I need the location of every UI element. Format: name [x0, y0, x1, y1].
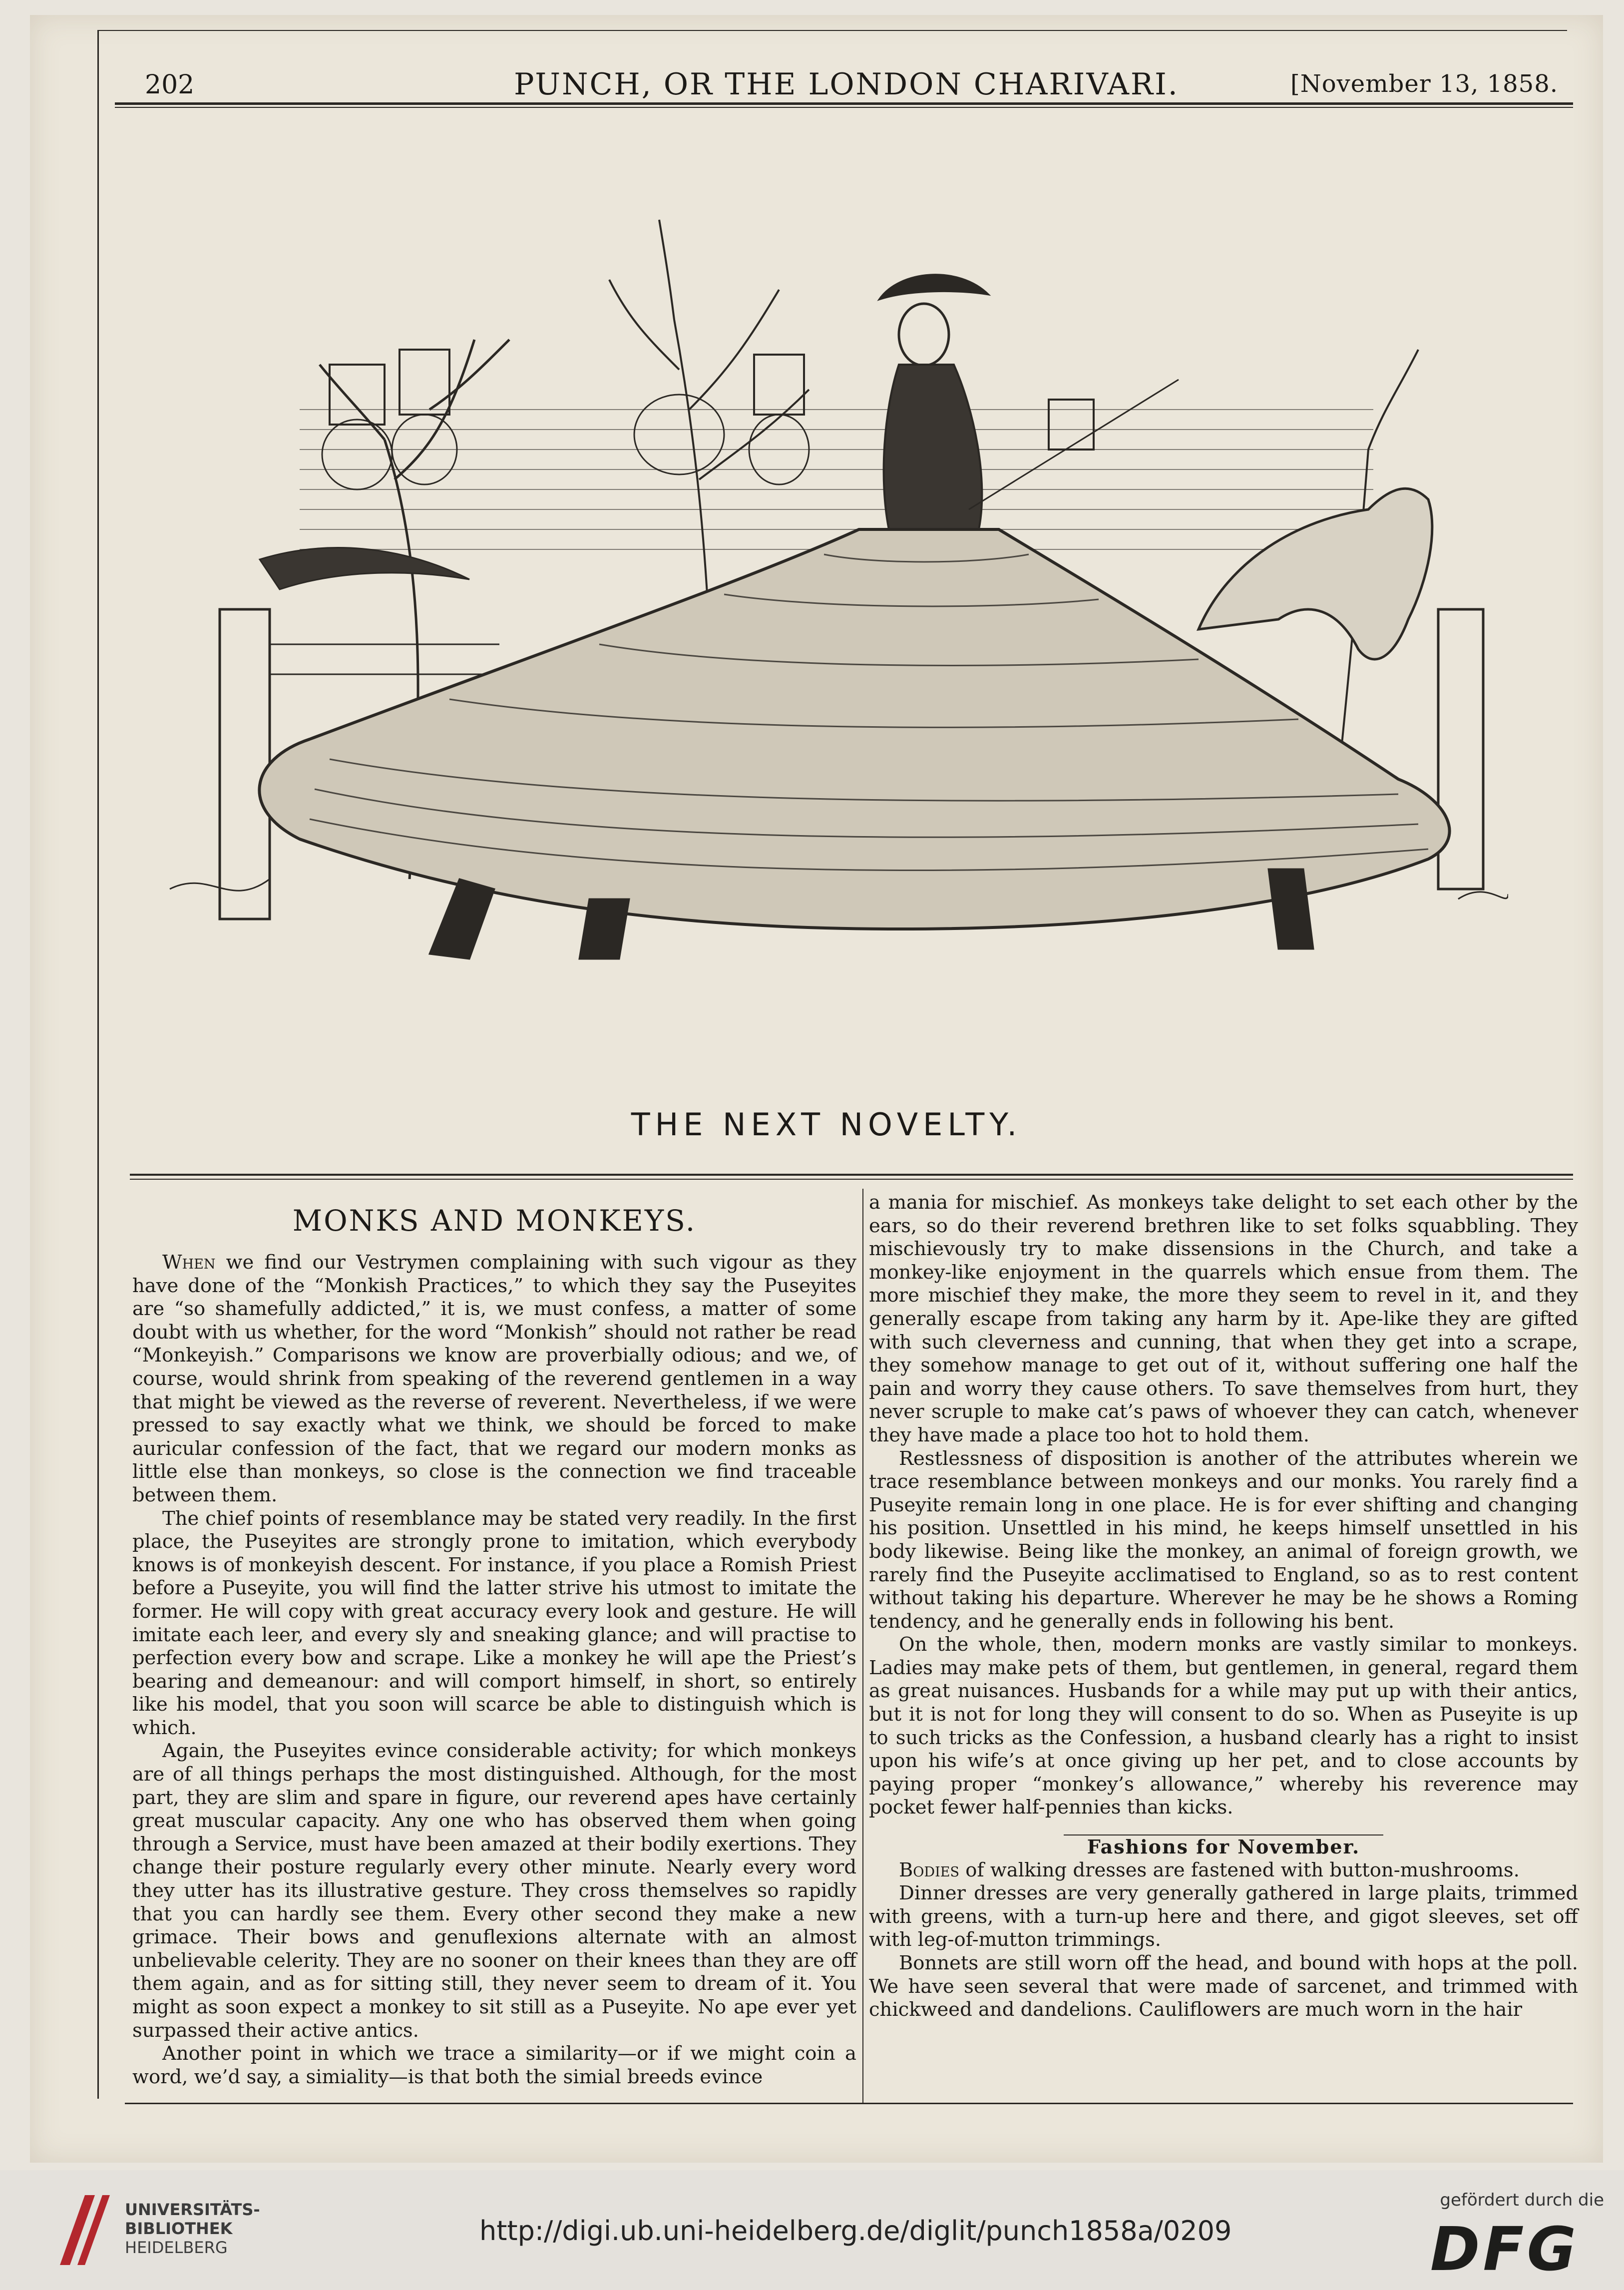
paragraph: [869, 1859, 1578, 1882]
paragraph-text: we find our Vestrymen complaining with such vigour as they have done of the “Monkish Practices,” to which they say the Puseyites are “so shamefully addicted,” it is, we must confess, a matter of some doubt with us whether, for the word “Monkish” should not rather be read “Monkeyish.” Comparisons we know are proverbially odious; and we, of course, would shrink from speaking of the reverend gentlemen in a way that might be viewed as the reverse of reverent. Nevertheless, if we were pressed to say exactly what we think, we should be forced to make auricular confession of the fact, that we regard our modern monks as little else than monkeys, so close is the connection we find traceable between them.: [132, 1251, 856, 1506]
column-divider: [862, 1189, 863, 2103]
paragraph: [132, 1507, 856, 1740]
column-left: [132, 1251, 856, 2089]
header-rule-thin: [115, 107, 1573, 108]
library-line: BIBLIOTHEK: [125, 2219, 233, 2238]
library-logo-icon: [55, 2190, 115, 2270]
caption-rule-thin: [130, 1179, 1573, 1180]
paragraph-text: Again, the Puseyites evince considerable activity; for which monkeys are of all things perhaps the most distinguished. Although, for the most part, they are slim and spare in figure, our reverend apes have certainly great muscular capacity. Any one who has observed them when going through a Service, must have been amazed at their bodily exertions. They change their posture regularly every other minute. Nearly every word they utter has its illustrative gesture. They cross themselves so rapidly that you can hardly see them. Every other second they make a new grimace. Their bows and genuflexions alternate with an almost unbelievable celerity. They are no sooner on their knees than they are off them again, and as for sitting still, they never seem to dream of it. You might as soon expect a monkey to sit still as a Puseyite. No ape ever yet surpassed their active antics.: [132, 1740, 856, 2042]
publication-title: PUNCH, OR THE LONDON CHARIVARI.: [514, 67, 1179, 102]
paragraph: [869, 1633, 1578, 1820]
page-number: 202: [145, 70, 195, 100]
library-line: HEIDELBERG: [125, 2238, 228, 2257]
article-heading-fashions: Fashions for November.: [1087, 1835, 1360, 1858]
bottom-rule: [125, 2103, 1573, 2104]
paragraph-text: On the whole, then, modern monks are vastly similar to monkeys. Ladies may make pets of them, but gentlemen, in general, regard them as great nuisances. Husbands for a while may put up with their antics, but it is not for long they will consent to do so. When as Puseyite is up to such tricks as the Confession, a husband clearly has a right to insist upon his wife’s at once giving up her pet, and to close accounts by paying proper “monkey’s allowance,” whereby his reverence may pocket fewer half-pennies than kicks.: [869, 1633, 1578, 1819]
library-name: [125, 2200, 260, 2257]
column-right: [869, 1191, 1578, 2022]
caption-rule: [130, 1174, 1573, 1176]
paragraph-text: Another point in which we trace a similarity—or if we might coin a word, we’d say, a simiality—is that both the simial breeds evince: [132, 2042, 856, 2088]
article-heading-monks: MONKS AND MONKEYS.: [292, 1204, 697, 1238]
header-rule: [115, 102, 1573, 105]
drop-lead: When: [162, 1251, 216, 1274]
paragraph: [869, 1191, 1578, 1447]
paragraph-text: Restlessness of disposition is another of the attributes wherein we trace resemblance between monkeys and our monks. You rarely find a Puseyite remain long in one place. He is for ever shifting and changing his position. Unsettled in his mind, he keeps himself unsettled in his body likewise. Being like the monkey, an animal of foreign growth, we rarely find the Puseyite acclimatised to England, so as to rest content without taking his departure. Wherever he may be he shows a Roming tendency, and he generally ends in following his bent.: [869, 1447, 1578, 1633]
paragraph-text: Dinner dresses are very generally gathered in large plaits, trimmed with greens, with a turn-up here and there, and gigot sleeves, set off with leg-of-mutton trimmings.: [869, 1882, 1578, 1951]
funded-by-label: gefördert durch die: [1440, 2190, 1604, 2210]
paragraph: [869, 1952, 1578, 2022]
illustration-caption: THE NEXT NOVELTY.: [631, 1106, 1022, 1143]
dfg-logo: DFG: [1430, 2215, 1579, 2285]
issue-date: [November 13, 1858.: [1290, 70, 1558, 98]
paragraph: [132, 1251, 856, 1507]
paragraph-text: Bonnets are still worn off the head, and bound with hops at the poll. We have seen several that were made of sarcenet, and trimmed with chickweed and dandelions. Cauliflowers are much worn in the hair: [869, 1952, 1578, 2021]
paragraph: [869, 1882, 1578, 1952]
paragraph-text: of walking dresses are fastened with button-mushrooms.: [959, 1858, 1520, 1881]
footer-bar: [0, 2170, 1624, 2290]
paragraph: [869, 1447, 1578, 1634]
cartoon-illustration: [150, 130, 1508, 1104]
paragraph-text: a mania for mischief. As monkeys take delight to set each other by the ears, so do their reverend brethren like to set folks squabbling. They mischievously try to make dissensions in the Church, and take a monkey-like enjoyment in the quarrels which ensue from them. The more mischief they make, the more they seem to revel in it, and they generally escape from taking any harm by it. Ape-like they are gifted with such cleverness and cunning, that when they get into a scrape, they somehow manage to get out of it, without suffering one half the pain and worry they cause others. To save themselves from hurt, they never scruple to make cat’s paws of whoever they can catch, whenever they have made a place too hot to hold them.: [869, 1191, 1578, 1446]
paragraph-text: The chief points of resemblance may be stated very readily. In the first place, the Puseyites are strongly prone to imitation, which everybody knows is of monkeyish descent. For instance, if you place a Romish Priest before a Puseyite, you will find the latter strive his utmost to imitate the former. He will copy with great accuracy every look and gesture. He will imitate each leer, and every sly and sneaking glance; and will practise to perfection every bow and scrape. Like a monkey he will ape the Priest’s bearing and demeanour: and will comport himself, in short, so entirely like his model, that you soon will scarce be able to distinguish which is which.: [132, 1507, 856, 1739]
permalink-url[interactable]: http://digi.ub.uni-heidelberg.de/diglit/punch1858a/0209: [479, 2215, 1232, 2247]
library-line: UNIVERSITÄTS-: [125, 2200, 260, 2219]
paragraph: [132, 2042, 856, 2089]
drop-lead: Bodies: [899, 1858, 959, 1881]
paragraph: [132, 1740, 856, 2042]
